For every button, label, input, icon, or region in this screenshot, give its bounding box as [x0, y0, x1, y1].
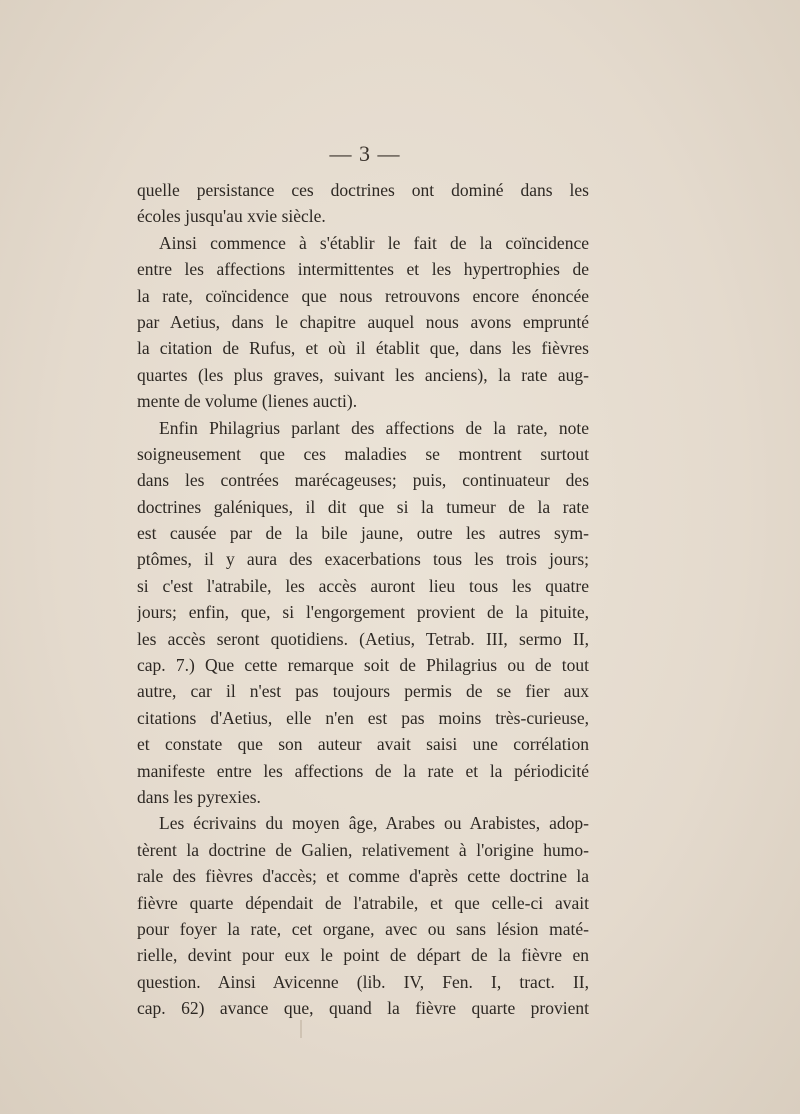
text-line: Ainsi commence à s'établir le fait de la coïncidence [159, 232, 589, 253]
text-line: soigneusement que ces maladies se montrent surtout [137, 443, 589, 464]
text-line: autre, car il n'est pas toujours permis de se fier aux [137, 681, 589, 702]
text-line: écoles jusqu'au xvie siècle. [137, 206, 326, 227]
text-line: manifeste entre les affections de la rate et la périodicité [137, 760, 589, 781]
text-line: mente de volume (lienes aucti). [137, 391, 358, 412]
text-line: et constate que son auteur avait saisi une corrélation [137, 734, 589, 755]
text-line: est causée par de la bile jaune, outre les autres sym- [137, 523, 589, 544]
text-line: cap. 62) avance que, quand la fièvre quarte provient [137, 998, 589, 1019]
text-line: si c'est l'atrabile, les accès auront lieu tous les quatre [137, 575, 589, 596]
text-line: jours; enfin, que, si l'engorgement provient de la pituite, [137, 602, 589, 623]
text-line: les accès seront quotidiens. (Aetius, Tetrab. III, sermo II, [137, 628, 589, 649]
text-line: entre les affections intermittentes et les hypertrophies de [137, 259, 589, 280]
text-line: pour foyer la rate, cet organe, avec ou sans lésion maté- [137, 918, 589, 939]
text-line: question. Ainsi Avicenne (lib. IV, Fen. I, tract. II, [137, 971, 589, 992]
text-line: la rate, coïncidence que nous retrouvons encore énoncée [137, 285, 589, 306]
text-line: dans les pyrexies. [137, 786, 261, 807]
page-number: — 3 — [329, 141, 401, 166]
text-line: fièvre quarte dépendait de l'atrabile, et que celle-ci avait [137, 892, 589, 913]
text-line: rale des fièvres d'accès; et comme d'après cette doctrine la [137, 866, 589, 887]
text-line: tèrent la doctrine de Galien, relativement à l'origine humo- [137, 839, 589, 860]
text-line: doctrines galéniques, il dit que si la tumeur de la rate [137, 496, 589, 517]
text-line: citations d'Aetius, elle n'en est pas moins très-curieuse, [137, 707, 589, 728]
text-line: la citation de Rufus, et où il établit que, dans les fièvres [137, 338, 589, 359]
text-line: cap. 7.) Que cette remarque soit de Philagrius ou de tout [137, 655, 589, 676]
text-line: ptômes, il y aura des exacerbations tous les trois jours; [137, 549, 589, 570]
text-line: rielle, devint pour eux le point de départ de la fièvre en [137, 945, 589, 966]
text-line: quartes (les plus graves, suivant les anciens), la rate aug- [137, 364, 589, 385]
text-line: par Aetius, dans le chapitre auquel nous avons emprunté [137, 311, 589, 332]
body-text [137, 177, 589, 1022]
text-line: Les écrivains du moyen âge, Arabes ou Arabistes, adop- [159, 813, 589, 834]
text-line: dans les contrées marécageuses; puis, continuateur des [137, 470, 589, 491]
text-line: Enfin Philagrius parlant des affections de la rate, note [159, 417, 589, 438]
paper-mark [300, 1020, 302, 1038]
text-line: quelle persistance ces doctrines ont dominé dans les [137, 180, 589, 200]
